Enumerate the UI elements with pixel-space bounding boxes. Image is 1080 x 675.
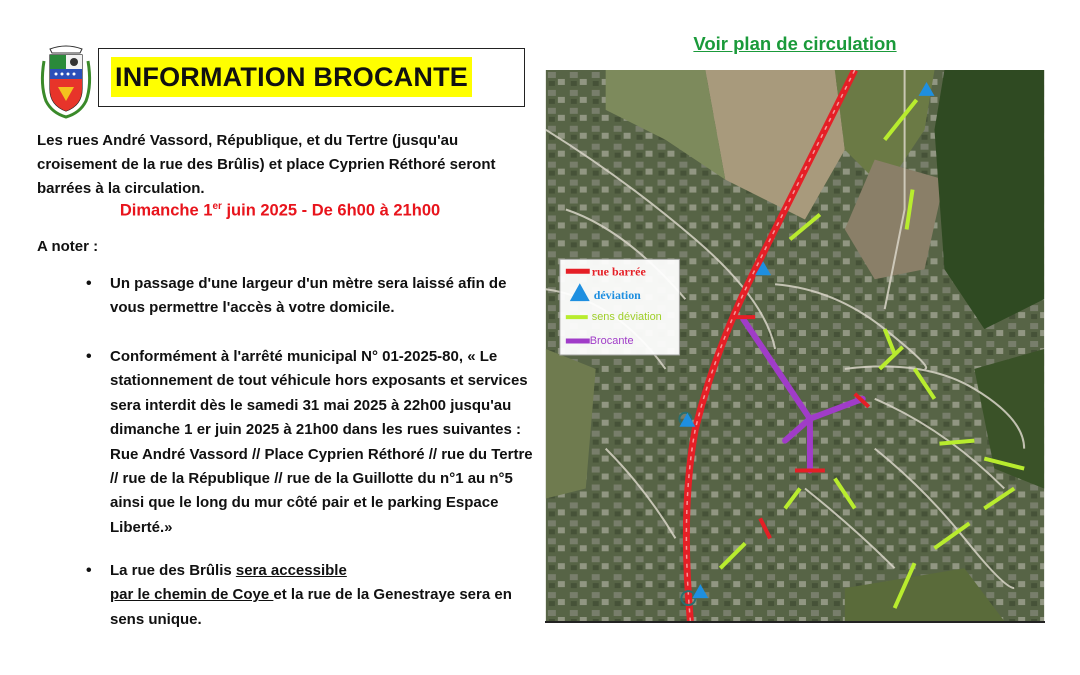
intro-paragraph: Les rues André Vassord, République, et du Tertre (jusqu'au croisement de la rue des Brûlis) et place Cyprien Réthoré seront barrées à la circulation. <box>37 132 496 197</box>
note-heading: A noter : <box>37 238 99 255</box>
b3-pre: La rue des Brûlis <box>110 562 236 579</box>
map-link[interactable]: Voir plan de circulation <box>693 33 897 54</box>
town-crest-logo <box>38 43 94 119</box>
bullet-parking-ban: • Conformément à l'arrêté municipal N° 01-2025-80, « Le stationnement de tout véhicule hors exposants et services sera interdit dès le samedi 31 mai 2025 à 22h00 jusqu'au dimanche 1 er juin 2025 à 21h00 dans les rues suivantes : Rue André Vassord // Place Cyprien Réthoré // rue du Tertre // rue de la République // rue de la Guillotte du n°1 au n°5 ainsi que le long du mur côté pair et le parking Espace Liberté.» <box>110 345 535 540</box>
b3-post: et la rue de la Genestraye sera en sens unique. <box>110 586 512 628</box>
circulation-map <box>545 70 1045 623</box>
legend-road-closed: rue barrée <box>591 264 646 279</box>
b3-underlined-2: par le chemin de Coye <box>110 586 274 604</box>
title-frame <box>98 48 525 107</box>
date-prefix: Dimanche 1 <box>119 201 213 220</box>
b3-underlined-1: sera accessible <box>235 562 347 579</box>
map-legend <box>560 259 680 355</box>
page-title: INFORMATION BROCANTE <box>111 57 472 97</box>
bullet-brulis-access <box>110 559 535 632</box>
bullet-passage: • Un passage d'une largeur d'un mètre sera laissé afin de vous permettre l'accès à votre domicile. <box>110 272 535 321</box>
event-date <box>0 201 560 221</box>
date-superscript: er <box>212 201 222 212</box>
legend-brocante: Brocante <box>589 335 634 348</box>
legend-detour: déviation <box>593 288 641 303</box>
legend-detour-direction: sens déviation <box>591 311 662 324</box>
date-suffix: juin 2025 - De 6h00 à 21h00 <box>221 201 441 220</box>
